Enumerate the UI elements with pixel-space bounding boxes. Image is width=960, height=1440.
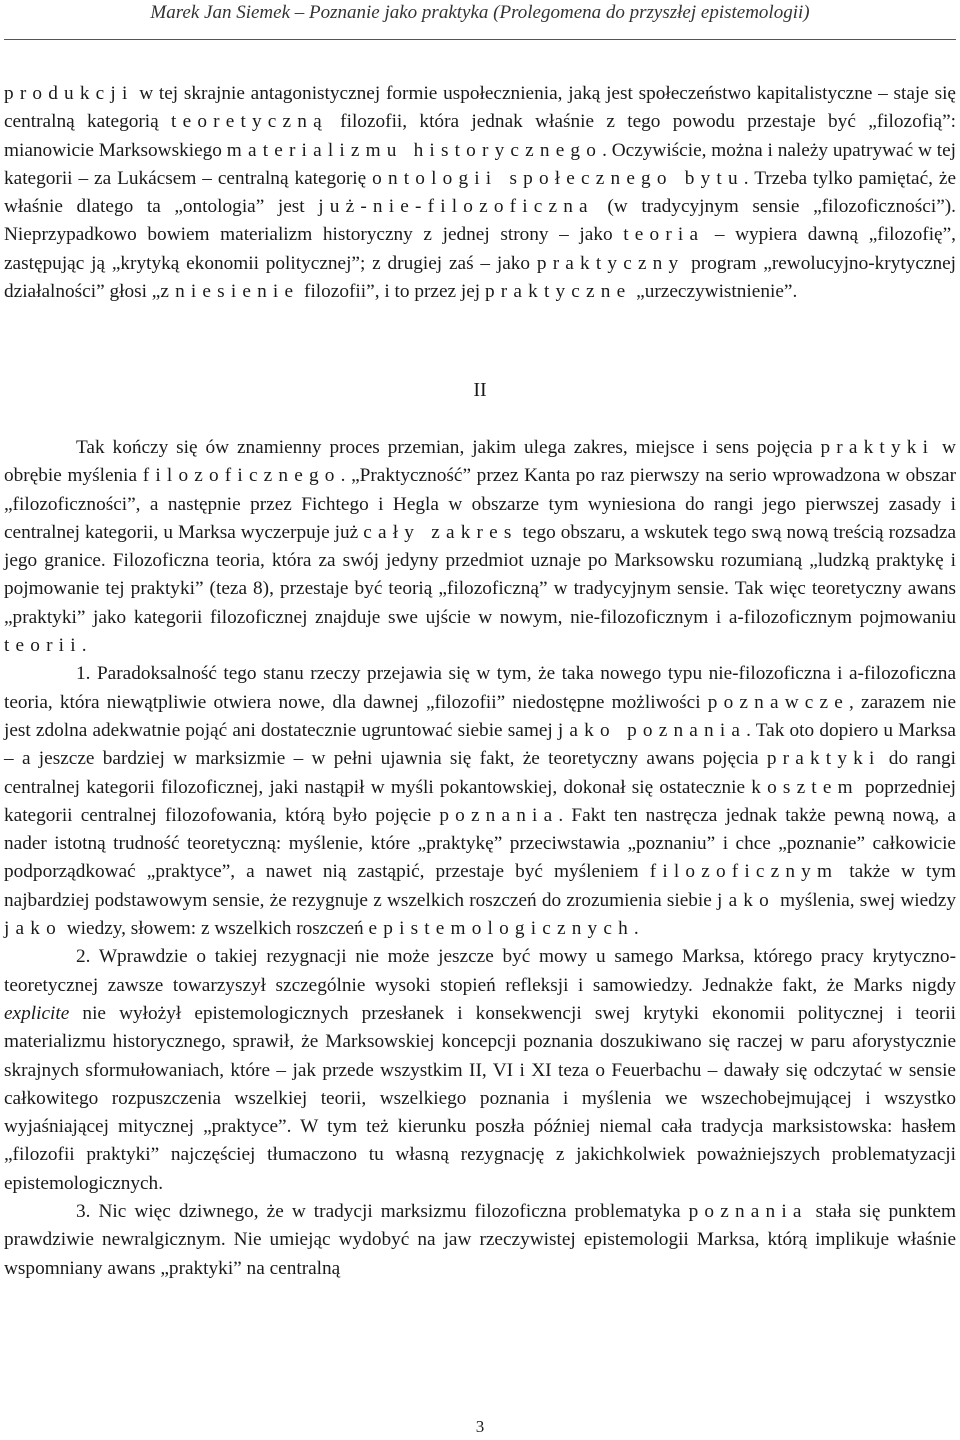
text-run: poprzedniej kategorii centralnej filozofowania, którą było pojęcie xyxy=(4,776,956,826)
spaced-emphasis: jako xyxy=(4,918,62,940)
spaced-emphasis: praktyki xyxy=(820,437,935,458)
spaced-emphasis: zniesienie xyxy=(160,281,300,303)
spaced-emphasis: teoria xyxy=(623,224,705,246)
spaced-emphasis: teorii xyxy=(4,635,82,657)
text-run: . Fakt ten nastręcza jednak także pewną nową, a nader istotną trudność teoretyczną: myślenie, które „praktykę” przeciwstawia „poznaniu” i chce „poznanie” całkowicie podporządkować „praktyce”, a nawet nią zastąpić, przestaje być myśleniem xyxy=(4,804,956,883)
section-heading: II xyxy=(473,379,487,401)
spaced-emphasis: kosztem xyxy=(751,776,859,798)
header-divider xyxy=(4,39,956,40)
text-run: Tak kończy się ów znamienny proces przemian, jakim ulega zakres, miejsce i sens pojęcia xyxy=(76,437,821,458)
text-run: (w tradycyjnym sensie „filozoficzności”). Nieprzypadkowo bowiem materializm historyczny z jednej strony – jako xyxy=(4,196,957,246)
spaced-emphasis: jako xyxy=(717,889,775,911)
paragraph-continued xyxy=(4,80,956,306)
text-run: . „Praktyczność” przez Kanta po raz pierwszy na serio wprowadzona w obszar „filozoficzności”, a następnie przez Fichtego i Hegla w obszarze tym wyniesiona do rangi jego pierwszej zasady i centralnej kategorii, u Marksa wyczerpuje już xyxy=(4,465,956,543)
text-run: . Oczywiście, można i należy upatrywać w tej kategorii – za Lukácsem – centralną kategorię xyxy=(4,139,956,189)
spaced-emphasis: już-nie-filozoficzna xyxy=(318,196,594,218)
text-run: w obrębie myślenia xyxy=(4,437,956,487)
page-number: 3 xyxy=(475,1417,485,1436)
spaced-emphasis: praktyczny xyxy=(536,252,685,274)
spaced-emphasis: teoretyczną xyxy=(171,111,328,133)
text-run: 1. Paradoksalność tego stanu rzeczy przejawia się w tym, że taka nowego typu nie-filozoficzna i a-filozoficzna teoria, która niewątpliwie otwiera nowe, dla dawnej „filozofii” niedostępne możliwości xyxy=(4,663,956,713)
spaced-emphasis: filozoficznym xyxy=(649,861,839,883)
text-run: myślenia, swej wiedzy xyxy=(774,889,956,911)
text-run: do rangi centralnej kategorii filozoficznej, jaki nastąpił w myśli pokantowskiej, dokonał się ostatecznie xyxy=(4,748,956,798)
paragraph-text xyxy=(4,943,956,1198)
text-run: stała się punktem prawdziwie newralgicznym. Nie umiejąc wydobyć na jaw rzeczywistej epistemologii Marksa, którą implikuje właśnie wspomniany awans „praktyki” na centralną xyxy=(4,1201,956,1279)
spaced-emphasis: cały zakres xyxy=(363,521,518,543)
text-run: . xyxy=(633,918,639,940)
spaced-emphasis: filozoficznego xyxy=(142,465,341,487)
section-body xyxy=(4,434,956,1283)
spaced-emphasis: ontologii społecznego bytu xyxy=(372,167,744,189)
text-run: . Tak oto dopiero u Marksa – a jeszcze bardziej w marksizmie – w pełni ujawnia się fakt, że teoretyczny awans pojęcia xyxy=(4,719,956,770)
spaced-emphasis: praktyki xyxy=(766,748,881,770)
paragraph-text xyxy=(4,1198,956,1283)
text-run: w tej skrajnie antagonistycznej formie uspołecznienia, jaką jest społeczeństwo kapitalistyczne – staje się centralną kategorią xyxy=(4,83,956,133)
spaced-emphasis: epistemologicznych xyxy=(368,918,634,940)
italic-emphasis: explicite xyxy=(4,1002,70,1024)
text-run: 3. Nic więc dziwnego, że w tradycji marksizmu filozoficzna problematyka xyxy=(76,1201,689,1223)
text-run: wiedzy, słowem: z wszelkich roszczeń xyxy=(61,918,369,940)
text-run: filozofii”, i to przez jej xyxy=(299,281,485,303)
text-run: tego obszaru, a wskutek tego swą nową treścią rozsadza jego granice. Filozoficzna teoria, która za swój jedyny przedmiot uznaje po Marksowsku rozumianą „ludzką praktykę i pojmowanie tej praktyki” (teza 8), przestaje być teorią „filozoficzną” w tradycyjnym sensie. Tak więc teoretyczny awans „praktyki” jako kategorii filozoficznej znajduje swe ujście w nowym, nie-filozoficznym i a-filozoficznym pojmowaniu xyxy=(4,521,957,628)
paragraph-text xyxy=(4,434,956,660)
text-run: filozofii, która jednak właśnie z tego powodu przestaje być „filozofią”: mianowicie Marksowskiego xyxy=(4,111,956,161)
text-run: nie wyłożył epistemologicznych przesłanek i konsekwencji swej krytyki ekonomii politycznej i teorii materializmu historycznego, sprawił, że Marksowskiej koncepcji poznania doszukiwano się raczej w paru aforystycznie skrajnych sformułowaniach, które – jak przede wszystkim II, VI i XI teza o Feuerbachu – dawały się odczytać w sensie całkowitego rozpuszczenia wszelkiej teorii, wszelkiego poznania i myślenia we wszechobejmującej i wszystko wyjaśniającej mitycznej „praktyce”. W tym też kierunku poszła później niemal cała tradycja marksistowska: hasłem „filozofii praktyki” najczęściej tłumaczono tu własną rezygnację z jakichkolwiek poważniejszych problematyzacji epistemologicznych. xyxy=(4,1002,956,1194)
text-run: . xyxy=(81,635,87,657)
text-run: . Trzeba tylko pamiętać, że właśnie dlatego ta „ontologia” jest xyxy=(4,167,957,218)
spaced-emphasis: poznania xyxy=(439,804,559,826)
text-run: , zarazem nie jest zdolna adekwatnie pojąć ani dostatecznie ugruntować siebie samej xyxy=(4,691,957,741)
spaced-emphasis: poznawcze xyxy=(707,691,850,713)
text-run: program „rewolucyjno-krytycznej działalności” głosi „ xyxy=(4,252,956,303)
spaced-emphasis: poznania xyxy=(688,1201,808,1223)
text-run: „urzeczywistnienie”. xyxy=(631,281,798,303)
text-run: – wypiera dawną „filozofię”, zastępując ją „krytyką ekonomii politycznej”; z drugiej zaś – jako xyxy=(4,224,956,274)
paragraph-text xyxy=(4,660,956,943)
paragraph-text xyxy=(4,80,956,306)
text-run: 2. Wprawdzie o takiej rezygnacji nie może jeszcze być mowy u samego Marksa, którego pracy krytyczno-teoretycznej zawsze towarzyszył szczególnie wysoki stopień refleksji i samowiedzy. Jednakże fakt, że Marks nigdy xyxy=(4,946,956,996)
spaced-emphasis: materializmu historycznego xyxy=(226,139,603,161)
spaced-emphasis: jako poznania xyxy=(557,719,747,741)
running-header: Marek Jan Siemek – Poznanie jako praktyka (Prolegomena do przyszłej epistemologii) xyxy=(150,2,810,23)
spaced-emphasis: produkcji xyxy=(4,83,134,104)
spaced-emphasis: praktyczne xyxy=(484,281,632,303)
text-run: także w tym najbardziej podstawowym sensie, że rezygnuje z wszelkich roszczeń do zrozumienia siebie xyxy=(4,861,956,911)
